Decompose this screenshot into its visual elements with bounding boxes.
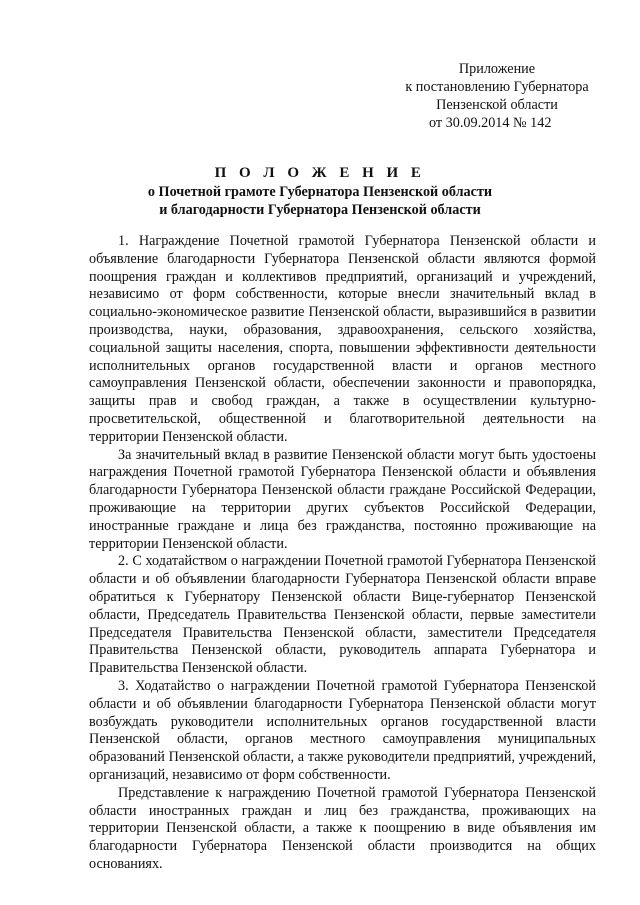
paragraph-2: За значительный вклад в развитие Пензенской области могут быть удостоены награждения Почетной грамотой Губернатора Пензенской области и объявления благодарности Губернатора Пензенской области граждане Российской Федерации, проживающие на территории других субъектов Российской Федерации, иностранные граждане и лица без гражданства, постоянно проживающие на территории Пензенской области. — [89, 446, 596, 552]
paragraph-5: Представление к награждению Почетной грамотой Губернатора Пензенской области иностранных граждан и лиц без гражданства, проживающих на территории Пензенской области, а также к поощрению в виде объявления им благодарности Губернатора Пензенской области производится на общих основаниях. — [89, 784, 596, 872]
document-title: П О Л О Ж Е Н И Е — [214, 165, 426, 181]
paragraph-3: 2. С ходатайством о награждении Почетной грамотой Губернатора Пензенской области и об объявлении благодарности Губернатора Пензенской области вправе обратиться к Губернатору Пензенской области Вице-губернатор Пензенской области, Председатель Правительства Пензенской области, первые заместители Председателя Правительства Пензенской области, заместители Председателя Правительства Пензенской области, руководитель аппарата Губернатора и Правительства Пензенской области. — [89, 553, 596, 677]
appendix-region: Пензенской области — [436, 97, 558, 113]
paragraph-1: 1. Награждение Почетной грамотой Губернатора Пензенской области и объявление благодарности Губернатора Пензенской области являются формой поощрения граждан и коллективов предприятий, организаций и учреждений, независимо от форм собственности, которые внесли значительный вклад в социально-экономическое развитие Пензенской области, выразившийся в развитии производства, науки, образования, здравоохранения, сельского хозяйства, социальной защиты населения, спорта, повышении эффективности деятельности исполнительных органов государственной власти и органов местного самоуправления Пензенской области, обеспечении законности и правопорядка, защиты прав и свобод граждан, а также в осуществлении культурно-просветительской, общественной и благотворительной деятельности на территории Пензенской области. — [89, 233, 596, 445]
appendix-decree-reference: к постановлению Губернатора — [405, 79, 589, 95]
document-subtitle-line-2: и благодарности Губернатора Пензенской области — [159, 202, 481, 218]
paragraph-4: 3. Ходатайство о награждении Почетной грамотой Губернатора Пензенской области и об объявлении благодарности Губернатора Пензенской области могут возбуждать руководители исполнительных органов государственной власти Пензенской области, органов местного самоуправления муниципальных образований Пензенской области, а также руководители предприятий, учреждений, организаций, независимо от форм собственности. — [89, 677, 596, 783]
document-subtitle-line-1: о Почетной грамоте Губернатора Пензенской области — [147, 184, 493, 200]
appendix-header — [392, 60, 602, 132]
document-body — [89, 233, 596, 874]
document-title-block — [0, 164, 640, 219]
appendix-label: Приложение — [458, 61, 536, 77]
appendix-date-number: от 30.09.2014 № 142 — [429, 115, 552, 131]
